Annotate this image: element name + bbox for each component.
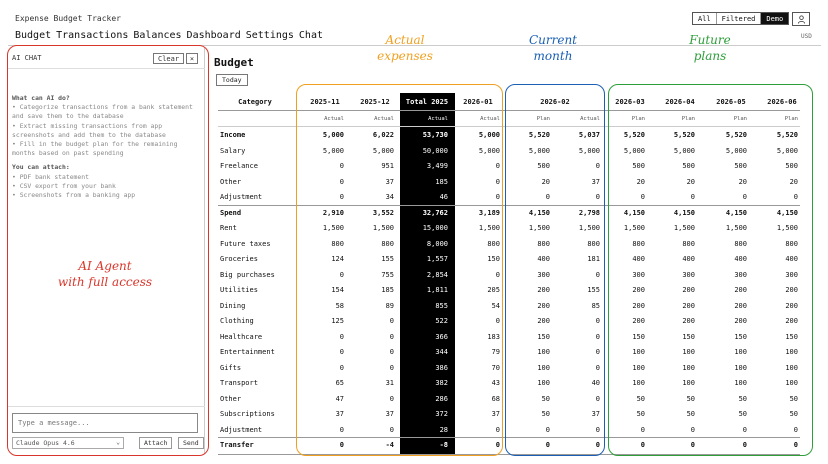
table-cell: 65 — [335, 379, 344, 387]
column-subheader: Actual — [428, 116, 448, 122]
column-subheader: Plan — [631, 116, 645, 122]
chat-intro-item: • Fill in the budget plan for the remaining months based on past spending — [12, 140, 178, 158]
table-cell: 0 — [595, 363, 600, 372]
table-cell: 382 — [435, 379, 448, 387]
table-cell: 800 — [537, 239, 550, 248]
table-cell: 5,000 — [725, 146, 747, 155]
annotation-agent-text: AI Agent with full access — [57, 259, 153, 289]
table-cell: 155 — [381, 255, 394, 263]
table-cell: 300 — [632, 270, 645, 279]
chat-divider — [8, 68, 205, 69]
table-cell: 34 — [385, 193, 394, 201]
app-title: Expense Budget Tracker — [15, 14, 121, 23]
chat-attach-heading: You can attach: — [12, 163, 70, 172]
table-cell: 125 — [331, 317, 344, 325]
table-cell: 0 — [389, 348, 394, 356]
table-cell: 50 — [686, 394, 695, 403]
table-cell: 800 — [785, 239, 798, 248]
table-cell: 5,520 — [623, 131, 645, 139]
table-cell: 50 — [738, 410, 747, 418]
table-cell: 0 — [495, 177, 500, 186]
column-subheader: Plan — [733, 116, 747, 122]
table-cell: 185 — [381, 286, 394, 294]
row-label: Transport — [220, 379, 258, 387]
table-cell: 68 — [491, 394, 500, 403]
table-cell: 6,022 — [372, 131, 394, 139]
table-cell: 200 — [785, 301, 798, 310]
table-cell: 0 — [339, 348, 344, 356]
table-cell: 2,854 — [426, 270, 448, 279]
category-header: Category — [238, 98, 272, 106]
table-cell: 20 — [686, 177, 695, 186]
table-cell: 100 — [785, 379, 798, 387]
table-cell: 5,037 — [578, 131, 600, 139]
table-cell: 200 — [785, 286, 798, 294]
column-header: 2025-12 — [360, 98, 390, 106]
filter-all[interactable]: All — [693, 13, 717, 24]
table-cell: 800 — [682, 239, 695, 248]
table-cell: 2,910 — [322, 208, 344, 217]
nav-balances[interactable]: Balances — [133, 30, 182, 41]
row-label: Subscriptions — [220, 410, 275, 418]
table-cell: 300 — [537, 270, 550, 279]
table-cell: 0 — [495, 425, 500, 434]
table-cell: 5,000 — [528, 146, 550, 155]
user-button[interactable] — [792, 12, 810, 26]
row-divider — [218, 205, 800, 206]
table-cell: 400 — [537, 255, 550, 263]
table-cell: 200 — [682, 286, 695, 294]
table-cell: 50 — [738, 394, 747, 403]
column-header: 2026-03 — [615, 98, 645, 106]
table-cell: 4,150 — [623, 208, 645, 217]
table-cell: 366 — [435, 332, 448, 341]
table-cell: 50 — [636, 394, 645, 403]
table-cell: 0 — [690, 193, 695, 201]
table-cell: 3,499 — [426, 162, 448, 170]
table-cell: 400 — [785, 255, 798, 263]
table-cell: 800 — [331, 239, 344, 248]
table-cell: -8 — [439, 441, 448, 449]
table-cell: 400 — [734, 255, 747, 263]
table-cell: 500 — [785, 162, 798, 170]
table-cell: 0 — [640, 425, 645, 434]
table-cell: 100 — [537, 379, 550, 387]
table-cell: 1,811 — [426, 286, 448, 294]
table-cell: 0 — [595, 162, 600, 170]
row-label: Freelance — [220, 162, 258, 170]
table-cell: 1,500 — [322, 224, 344, 232]
column-subheader: Actual — [580, 116, 600, 122]
table-cell: 183 — [487, 332, 500, 341]
chat-intro — [12, 94, 202, 200]
table-cell: 50 — [541, 410, 550, 418]
table-cell: 386 — [435, 363, 448, 372]
table-cell: 0 — [389, 332, 394, 341]
table-cell: 50 — [636, 410, 645, 418]
table-cell: 50 — [789, 410, 798, 418]
table-cell: 0 — [595, 270, 600, 279]
column-subheader: Actual — [374, 116, 394, 122]
table-cell: 150 — [487, 255, 500, 263]
column-header: 2026-04 — [665, 98, 695, 106]
table-cell: 32,762 — [422, 208, 448, 217]
table-cell: 0 — [640, 441, 645, 449]
nav-transactions[interactable]: Transactions — [56, 30, 129, 41]
table-cell: 0 — [690, 441, 695, 449]
table-cell: 0 — [339, 425, 344, 434]
table-cell: 286 — [435, 394, 448, 403]
table-cell: 100 — [785, 363, 798, 372]
nav-dashboard[interactable]: Dashboard — [186, 30, 241, 41]
table-cell: 3,552 — [372, 208, 394, 217]
column-header: 2026-01 — [463, 98, 493, 106]
row-label: Transfer — [220, 441, 254, 449]
table-cell: 344 — [435, 348, 448, 356]
table-cell: 200 — [682, 301, 695, 310]
table-cell: 0 — [742, 193, 747, 201]
column-subheader: Plan — [681, 116, 695, 122]
table-cell: 205 — [487, 286, 500, 294]
table-cell: 37 — [385, 410, 394, 418]
table-cell: 855 — [435, 301, 448, 310]
table-cell: 100 — [537, 348, 550, 356]
ai-chat-panel — [8, 48, 205, 454]
table-cell: 200 — [632, 301, 645, 310]
table-cell: 5,000 — [322, 146, 344, 155]
model-select-value: Claude Opus 4.6 — [16, 439, 75, 447]
table-cell: 50 — [541, 394, 550, 403]
row-label: Entertainment — [220, 348, 275, 356]
row-label: Rent — [220, 224, 237, 232]
table-cell: 100 — [734, 348, 747, 356]
table-cell: 37 — [385, 177, 394, 186]
table-cell: 5,520 — [673, 131, 695, 139]
table-cell: 1,500 — [478, 224, 500, 232]
column-subheader: Plan — [784, 116, 798, 122]
table-cell: 200 — [537, 301, 550, 310]
table-cell: 0 — [793, 425, 798, 434]
chat-intro-heading: What can AI do? — [12, 94, 70, 102]
table-cell: 800 — [632, 239, 645, 248]
table-cell: 0 — [595, 348, 600, 356]
table-cell: 0 — [339, 441, 344, 449]
chat-close-button[interactable]: × — [186, 53, 198, 64]
currency-label: USD — [801, 33, 812, 40]
table-cell: 50 — [686, 410, 695, 418]
row-label: Spend — [220, 208, 242, 217]
table-cell: 0 — [545, 441, 550, 449]
table-cell: 3,189 — [478, 208, 500, 217]
table-cell: 0 — [339, 270, 344, 279]
table-cell: 53,730 — [422, 131, 448, 139]
row-divider — [218, 437, 800, 438]
table-cell: 100 — [682, 379, 695, 387]
table-cell: 522 — [435, 317, 448, 325]
table-cell: 58 — [335, 301, 344, 310]
table-cell: 951 — [381, 162, 394, 170]
table-cell: 200 — [682, 317, 695, 325]
table-cell: 4,150 — [528, 208, 550, 217]
table-cell: 0 — [690, 425, 695, 434]
table-cell: 20 — [541, 177, 550, 186]
table-cell: 0 — [595, 332, 600, 341]
table-cell: 1,500 — [776, 224, 798, 232]
table-cell: 0 — [793, 193, 798, 201]
table-cell: 8,000 — [426, 239, 448, 248]
table-cell: 2,798 — [578, 208, 600, 217]
table-cell: 5,520 — [528, 131, 550, 139]
table-cell: 4,150 — [725, 208, 747, 217]
row-label: Other — [220, 177, 242, 186]
annotation-actual-text: Actual expenses — [377, 33, 433, 63]
table-cell: 46 — [439, 193, 448, 201]
table-cell: 200 — [734, 317, 747, 325]
user-icon — [797, 15, 806, 24]
table-cell: 5,000 — [478, 131, 500, 139]
table-cell: 0 — [339, 363, 344, 372]
table-cell: 0 — [389, 394, 394, 403]
table-cell: 0 — [495, 270, 500, 279]
row-label: Healthcare — [220, 332, 263, 341]
row-label: Income — [220, 131, 246, 139]
row-label: Salary — [220, 146, 246, 155]
nav-chat[interactable]: Chat — [298, 30, 323, 41]
main-nav — [15, 30, 323, 41]
column-header: Total 2025 — [405, 98, 449, 106]
column-header: 2026-06 — [767, 98, 797, 106]
table-cell: 0 — [495, 441, 500, 449]
table-cell: 100 — [632, 348, 645, 356]
annotation-future-text: Future plans — [689, 33, 731, 63]
table-cell: 79 — [491, 348, 500, 356]
table-cell: 1,500 — [528, 224, 550, 232]
table-cell: 1,557 — [426, 255, 448, 263]
table-cell: 5,000 — [673, 146, 695, 155]
chat-attach-item: • Screenshots from a banking app — [12, 191, 136, 200]
table-cell: 200 — [537, 317, 550, 325]
table-cell: 0 — [495, 193, 500, 201]
table-cell: 300 — [734, 270, 747, 279]
table-cell: 100 — [632, 363, 645, 372]
table-cell: 100 — [632, 379, 645, 387]
column-header: 2026-05 — [716, 98, 746, 106]
table-cell: 28 — [439, 425, 448, 434]
table-cell: 20 — [636, 177, 645, 186]
table-cell: 5,000 — [372, 146, 394, 155]
table-cell: 0 — [339, 177, 344, 186]
table-cell: 200 — [632, 317, 645, 325]
table-cell: 5,000 — [322, 131, 344, 139]
row-label: Big purchases — [220, 270, 275, 279]
table-cell: 200 — [632, 286, 645, 294]
chevron-down-icon: ⌄ — [116, 438, 120, 446]
table-cell: 150 — [682, 332, 695, 341]
table-cell: 400 — [682, 255, 695, 263]
table-cell: 54 — [491, 301, 500, 310]
table-cell: 124 — [331, 255, 344, 263]
nav-budget[interactable]: Budget — [15, 30, 52, 41]
table-cell: 100 — [734, 363, 747, 372]
table-cell: 0 — [595, 425, 600, 434]
table-cell: 37 — [335, 410, 344, 418]
chat-message-input[interactable] — [12, 413, 198, 433]
table-cell: 0 — [793, 441, 798, 449]
today-button[interactable]: Today — [216, 74, 248, 86]
table-cell: 1,500 — [372, 224, 394, 232]
table-cell: 89 — [385, 301, 394, 310]
table-cell: 800 — [381, 239, 394, 248]
chat-intro-item: • Extract missing transactions from app screenshots and add them to the database — [12, 121, 166, 139]
table-cell: 150 — [537, 332, 550, 341]
filter-toggle — [692, 12, 789, 25]
table-cell: 37 — [491, 410, 500, 418]
chat-footer-divider — [8, 406, 205, 407]
table-cell: 1,500 — [623, 224, 645, 232]
table-cell: 0 — [339, 332, 344, 341]
column-subheader: Actual — [324, 116, 344, 122]
table-cell: 150 — [785, 332, 798, 341]
table-cell: 4,150 — [776, 208, 798, 217]
table-cell: 500 — [734, 162, 747, 170]
table-cell: 100 — [682, 348, 695, 356]
attach-button[interactable]: Attach — [139, 437, 172, 449]
table-cell: 200 — [537, 286, 550, 294]
table-cell: 5,520 — [776, 131, 798, 139]
row-divider — [218, 110, 800, 111]
chat-attach-item: • CSV export from your bank — [12, 181, 116, 190]
chat-attach-item: • PDF bank statement — [12, 172, 89, 181]
table-cell: 0 — [595, 441, 600, 449]
table-cell: 400 — [632, 255, 645, 263]
row-label: Dining — [220, 301, 246, 310]
table-cell: 20 — [738, 177, 747, 186]
chat-clear-button[interactable]: Clear — [153, 53, 184, 64]
table-cell: 755 — [381, 270, 394, 279]
chat-title: AI CHAT — [12, 54, 42, 62]
table-cell: 372 — [435, 410, 448, 418]
table-cell: 0 — [495, 317, 500, 325]
filter-demo[interactable]: Demo — [761, 13, 788, 24]
table-cell: 200 — [734, 301, 747, 310]
table-cell: 0 — [389, 363, 394, 372]
column-subheader: Plan — [536, 116, 550, 122]
table-cell: 800 — [587, 239, 600, 248]
table-cell: 181 — [587, 255, 600, 263]
table-cell: 50,000 — [422, 146, 448, 155]
table-cell: 0 — [495, 162, 500, 170]
row-divider — [218, 454, 800, 455]
table-cell: 0 — [742, 425, 747, 434]
send-button[interactable]: Send — [178, 437, 204, 449]
table-cell: 185 — [435, 177, 448, 186]
table-cell: 1,500 — [725, 224, 747, 232]
chat-intro-item: • Categorize transactions from a bank statement and save them to the database — [12, 103, 193, 121]
table-cell: 200 — [785, 317, 798, 325]
row-label: Utilities — [220, 286, 258, 294]
table-cell: 5,520 — [725, 131, 747, 139]
table-cell: 0 — [595, 317, 600, 325]
table-cell: 0 — [389, 317, 394, 325]
table-cell: 0 — [595, 193, 600, 201]
table-cell: 500 — [537, 162, 550, 170]
table-cell: 0 — [742, 441, 747, 449]
table-cell: 150 — [632, 332, 645, 341]
table-cell: 5,000 — [623, 146, 645, 155]
table-cell: 800 — [487, 239, 500, 248]
table-cell: 0 — [545, 425, 550, 434]
nav-settings[interactable]: Settings — [245, 30, 294, 41]
table-cell: 800 — [734, 239, 747, 248]
table-cell: 200 — [734, 286, 747, 294]
row-label: Adjustment — [220, 193, 263, 201]
table-cell: 0 — [595, 394, 600, 403]
table-cell: 0 — [339, 193, 344, 201]
annotation-current-text: Current month — [528, 33, 578, 63]
table-cell: 500 — [682, 162, 695, 170]
table-cell: 4,150 — [673, 208, 695, 217]
table-cell: 0 — [339, 162, 344, 170]
table-cell: 0 — [545, 193, 550, 201]
table-cell: 50 — [789, 394, 798, 403]
column-header: 2025-11 — [310, 98, 340, 106]
table-cell: 20 — [789, 177, 798, 186]
table-cell: 100 — [734, 379, 747, 387]
filter-filtered[interactable]: Filtered — [717, 13, 762, 24]
table-cell: 40 — [591, 379, 600, 387]
table-cell: 0 — [640, 193, 645, 201]
table-cell: 155 — [587, 286, 600, 294]
table-cell: 37 — [591, 177, 600, 186]
row-label: Groceries — [220, 255, 258, 263]
table-cell: 70 — [491, 363, 500, 372]
table-cell: 5,000 — [578, 146, 600, 155]
table-cell: 1,500 — [578, 224, 600, 232]
table-cell: 37 — [591, 410, 600, 418]
table-cell: 300 — [785, 270, 798, 279]
row-label: Clothing — [220, 317, 254, 325]
table-cell: 47 — [335, 394, 344, 403]
row-label: Gifts — [220, 363, 242, 372]
table-cell: 100 — [785, 348, 798, 356]
model-select[interactable] — [12, 437, 124, 449]
table-cell: -4 — [385, 441, 394, 449]
table-cell: 100 — [682, 363, 695, 372]
table-cell: 15,000 — [422, 224, 448, 232]
table-cell: 154 — [331, 286, 344, 294]
column-header: 2026-02 — [540, 98, 570, 106]
table-cell: 100 — [537, 363, 550, 372]
table-cell: 5,000 — [776, 146, 798, 155]
row-label: Other — [220, 394, 242, 403]
table-cell: 43 — [491, 379, 500, 387]
page-title: Budget — [214, 56, 254, 69]
row-label: Adjustment — [220, 425, 263, 434]
table-cell: 31 — [385, 379, 394, 387]
table-cell: 150 — [734, 332, 747, 341]
table-cell: 0 — [389, 425, 394, 434]
table-cell: 1,500 — [673, 224, 695, 232]
table-cell: 300 — [682, 270, 695, 279]
table-cell: 85 — [591, 301, 600, 310]
row-label: Future taxes — [220, 239, 271, 248]
column-subheader: Actual — [480, 116, 500, 122]
table-cell: 5,000 — [478, 146, 500, 155]
row-divider — [218, 126, 800, 127]
table-cell: 500 — [632, 162, 645, 170]
